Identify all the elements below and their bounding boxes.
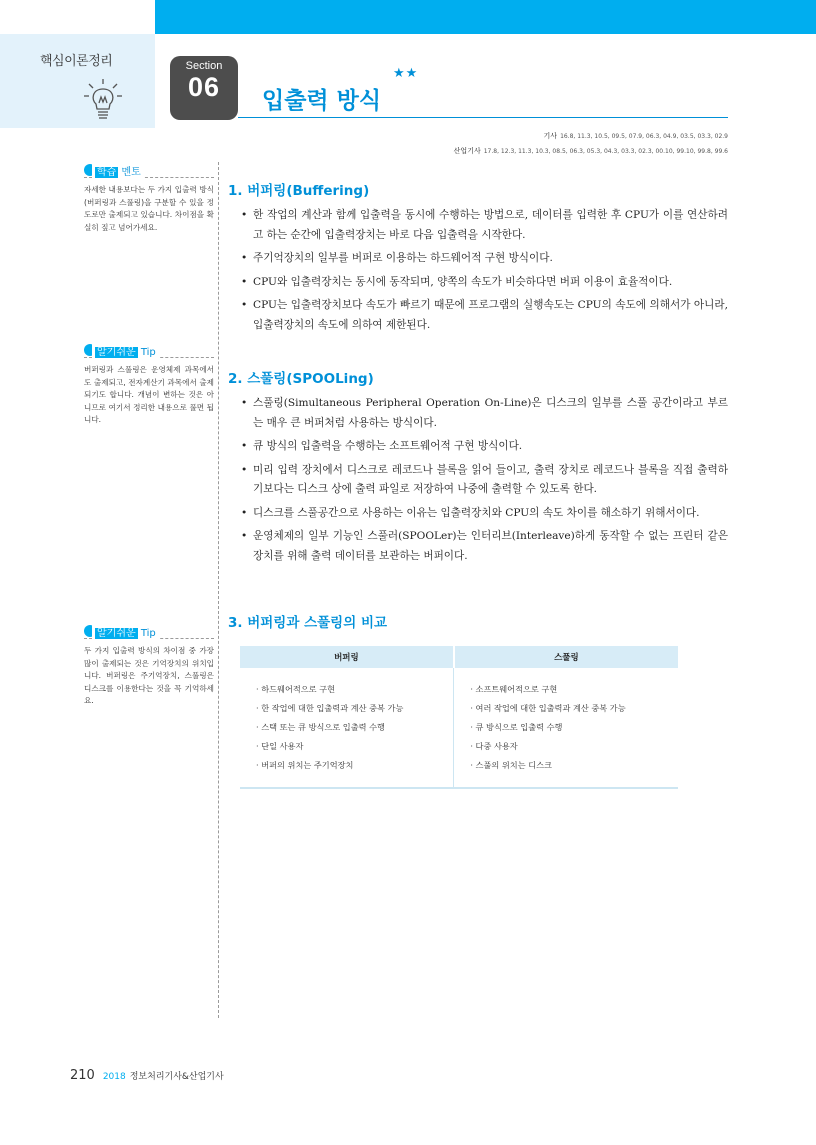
table-cell-buffering xyxy=(240,668,454,788)
section-label: Section xyxy=(185,60,223,72)
heading-comparison: 3. 버퍼링과 스풀링의 비교 xyxy=(228,615,388,631)
sidebar-note-label: 학습 멘토 xyxy=(92,163,144,178)
footer-year: 2018 xyxy=(102,1072,126,1082)
list-item: • 한 작업의 계산과 함께 입출력을 동시에 수행하는 방법으로, 데이터를 입력한 후 CPU가 이를 연산하려고 하는 순간에 입출력장치는 바로 다음 입출력을 시작한다. xyxy=(240,206,728,245)
sidebar-note-text: 버퍼링과 스풀링은 운영체제 과목에서도 출제되고, 전자계산기 과목에서 출제되기도 합니다. 개념이 변하는 것은 아니므로 여기서 정리한 내용으로 풀면 됩니다. xyxy=(84,365,214,424)
table-item: · 스택 또는 큐 방식으로 입출력 수행 xyxy=(256,722,385,732)
table-item: · 한 작업에 대한 입출력과 계산 중복 가능 xyxy=(256,703,404,713)
sidebar-note-mentor xyxy=(84,163,214,234)
list-item: • 미리 입력 장치에서 디스크로 레코드나 블록을 읽어 들이고, 출력 장치로 레코드나 블록을 직접 출력하기보다는 디스크 상에 출력 파일로 저장하여 나중에 출력할 수 있도록 한다. xyxy=(240,461,728,500)
sidebar-note-tip xyxy=(84,624,214,708)
table-cell-spooling xyxy=(454,668,678,788)
sidebar-note-label: 알기쉬운 Tip xyxy=(92,624,159,639)
list-item: • 스풀링(Simultaneous Peripheral Operation On-Line)은 디스크의 일부를 스풀 공간이라고 부르는 매우 큰 버퍼처럼 사용하는 방식이다. xyxy=(240,394,728,433)
top-bar-white-block xyxy=(0,0,155,34)
chapter-tab-title: 핵심이론정리 xyxy=(40,54,113,69)
star-icon: ★★ xyxy=(393,66,419,81)
list-item: • 주기억장치의 일부를 버퍼로 이용하는 하드웨어적 구현 방식이다. xyxy=(240,249,728,269)
column-divider xyxy=(218,162,219,1018)
list-item: • 큐 방식의 입출력을 수행하는 소프트웨어적 구현 방식이다. xyxy=(240,437,728,457)
sidebar-note-label: 알기쉬운 Tip xyxy=(92,343,159,358)
sidebar-note-tip xyxy=(84,343,214,427)
section-number: 06 xyxy=(187,72,221,102)
heading-spooling: 2. 스풀링(SPOOLing) xyxy=(228,371,374,387)
footer-book-title: 정보처리기사&산업기사 xyxy=(129,1072,224,1082)
bullet-list-spooling xyxy=(240,394,728,570)
sidebar-note-text: 두 가지 입출력 방식의 차이점 중 가장 많이 출제되는 것은 기억장치의 위치입니다. 버퍼링은 주기억장치, 스풀링은 디스크를 이용한다는 것을 꼭 기억하세요. xyxy=(84,646,214,705)
comparison-table xyxy=(240,646,678,789)
table-item: · 소프트웨어적으로 구현 xyxy=(470,684,558,694)
table-item: · 단일 사용자 xyxy=(256,741,304,751)
table-header-spooling: 스풀링 xyxy=(454,646,678,668)
table-item: · 스풀의 위치는 디스크 xyxy=(470,760,552,770)
table-item: · 버퍼의 위치는 주기억장치 xyxy=(256,760,354,770)
page-number: 210 xyxy=(70,1068,95,1083)
table-item: · 큐 방식으로 입출력 수행 xyxy=(470,722,563,732)
table-item: · 여러 작업에 대한 입출력과 계산 중복 가능 xyxy=(470,703,626,713)
exam-history-industrial: 산업기사 17.8, 12.3, 11.3, 10.3, 08.5, 06.3, 05.3, 04.3, 03.3, 02.3, 00.10, 99.10, 99.8, 99.6 xyxy=(453,147,728,155)
table-item: · 다중 사용자 xyxy=(470,741,518,751)
bullet-list-buffering xyxy=(240,206,728,339)
exam-history-engineer: 기사 16.8, 11.3, 10.5, 09.5, 07.9, 06.3, 04.9, 03.5, 03.3, 02.9 xyxy=(543,132,728,140)
heading-buffering: 1. 버퍼링(Buffering) xyxy=(228,183,370,199)
sidebar-note-text: 자세한 내용보다는 두 가지 입출력 방식(버퍼링과 스풀링)을 구분할 수 있을 정도로만 출제되고 있습니다. 차이점을 확실히 짚고 넘어가세요. xyxy=(84,185,214,232)
list-item: • 디스크를 스풀공간으로 사용하는 이유는 입출력장치와 CPU의 속도 차이를 해소하기 위해서이다. xyxy=(240,504,728,524)
section-badge xyxy=(170,56,238,120)
section-title: 입출력 방식 xyxy=(262,88,382,114)
table-header-buffering: 버퍼링 xyxy=(240,646,454,668)
page-footer xyxy=(70,1068,224,1083)
list-item: • CPU와 입출력장치는 동시에 동작되며, 양쪽의 속도가 비슷하다면 버퍼 이용이 효율적이다. xyxy=(240,273,728,293)
chapter-tab xyxy=(0,34,155,128)
list-item: • CPU는 입출력장치보다 속도가 빠르기 때문에 프로그램의 실행속도는 CPU의 속도에 의해서가 아니라, 입출력장치의 속도에 의하여 제한된다. xyxy=(240,296,728,335)
list-item: • 운영체제의 일부 기능인 스풀러(SPOOLer)는 인터리브(Interleave)하게 동작할 수 없는 프린터 같은 장치를 위해 출력 데이터를 보관하는 버퍼이다. xyxy=(240,527,728,566)
title-underline xyxy=(238,117,728,118)
lightbulb-icon xyxy=(83,78,123,122)
table-item: · 하드웨어적으로 구현 xyxy=(256,684,336,694)
